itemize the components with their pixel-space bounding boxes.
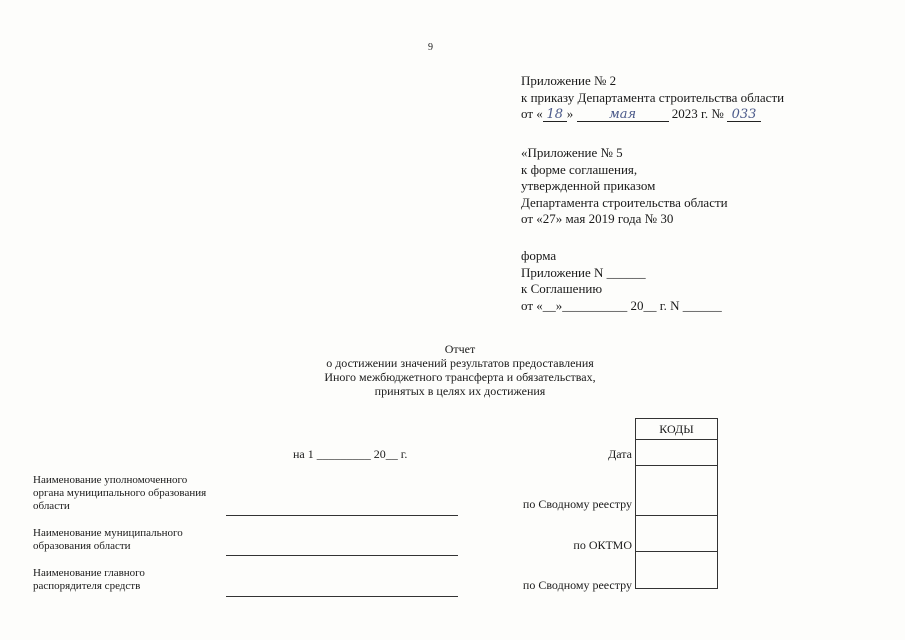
appendix-title: Приложение № 2 xyxy=(521,73,617,88)
code-cell-oktmo xyxy=(636,516,718,552)
fill-line-organ xyxy=(226,515,458,516)
code-cell-registry xyxy=(636,466,718,516)
report-title-line: о достижении значений результатов предоставления xyxy=(326,356,594,370)
label-oktmo: по ОКТМО xyxy=(573,538,632,552)
handwritten-day: 18 xyxy=(543,108,567,122)
appendix-order-line: к приказу Департамента строительства области xyxy=(521,89,785,105)
label-line: Наименование уполномоченного xyxy=(33,474,188,486)
label-registry-2: по Сводному реестру xyxy=(522,578,632,592)
label-budget-manager xyxy=(33,567,145,593)
appendix-header xyxy=(521,73,784,123)
label-line: Наименование главного xyxy=(33,567,145,579)
quote-line: к форме соглашения, xyxy=(521,161,638,177)
handwritten-month: мая xyxy=(577,108,669,122)
form-agreement-line: к Соглашению xyxy=(521,281,603,296)
quote-line: от «27» мая 2019 года № 30 xyxy=(521,211,674,226)
label-line: Наименование муниципального xyxy=(33,527,183,539)
codes-header: КОДЫ xyxy=(636,419,718,440)
code-cell-registry-2 xyxy=(636,552,718,589)
label-registry: по Сводному реестру xyxy=(522,497,632,511)
label-municipality xyxy=(33,527,183,553)
date-prefix: от « xyxy=(521,106,543,121)
label-line: области xyxy=(33,500,70,512)
quote-line: утвержденной приказом xyxy=(521,178,656,193)
fill-line-manager xyxy=(226,596,458,597)
form-block xyxy=(521,248,722,314)
report-title-line: принятых в целях их достижения xyxy=(374,384,546,398)
form-appendix-line: Приложение N ______ xyxy=(521,264,646,280)
year-text: 2023 г. № xyxy=(671,106,724,121)
date-mid: » xyxy=(566,106,574,121)
label-line: образования области xyxy=(33,540,131,552)
quote-line: «Приложение № 5 xyxy=(521,145,623,160)
label-date: Дата xyxy=(608,447,632,461)
quote-block xyxy=(521,145,728,228)
report-title xyxy=(240,342,680,398)
form-date-line: от «__»__________ 20__ г. N ______ xyxy=(521,297,722,313)
code-cell-date xyxy=(636,440,718,466)
form-label: форма xyxy=(521,248,557,263)
handwritten-number: 033 xyxy=(727,108,761,122)
appendix-date-line xyxy=(521,106,784,123)
report-date: на 1 _________ 20__ г. xyxy=(293,447,408,461)
fill-line-municipality xyxy=(226,555,458,556)
report-title-line: Отчет xyxy=(444,342,476,356)
quote-line: Департамента строительства области xyxy=(521,194,728,210)
label-authorized-organ xyxy=(33,474,206,513)
label-line: органа муниципального образования xyxy=(33,487,207,499)
page-number: 9 xyxy=(428,42,433,53)
report-title-line: Иного межбюджетного трансферта и обязательствах, xyxy=(324,370,596,384)
label-line: распорядителя средств xyxy=(33,580,141,592)
codes-table xyxy=(635,418,718,589)
